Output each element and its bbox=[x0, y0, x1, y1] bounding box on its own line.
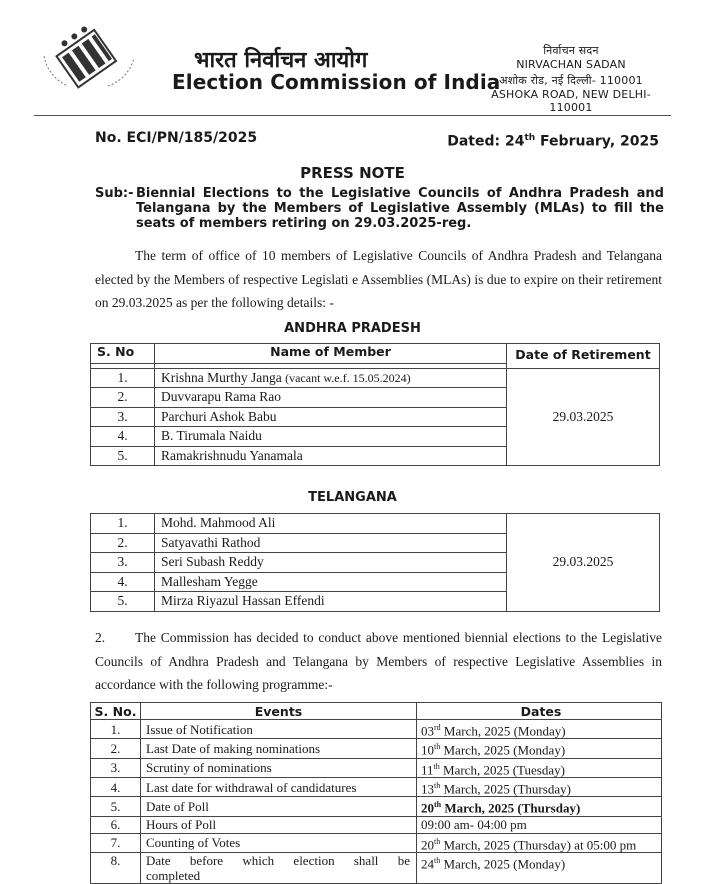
member-name: Duvvarapu Rama Rao bbox=[155, 388, 507, 408]
date-prefix: Dated: 24 bbox=[447, 133, 525, 150]
table-row bbox=[91, 739, 662, 758]
col-date: Date of Retirement bbox=[507, 344, 660, 369]
event-name: Scrutiny of nominations bbox=[141, 758, 417, 777]
subject-text: Biennial Elections to the Legislative Councils of Andhra Pradesh and Telangana by the Members of Legislative Assembly (MLAs) to fill the seats of members retiring on 29.03.2025-reg. bbox=[136, 186, 664, 231]
event-date bbox=[417, 797, 662, 816]
member-name: Seri Subash Reddy bbox=[155, 553, 507, 573]
date-sup: th bbox=[434, 855, 441, 865]
page-title: PRESS NOTE bbox=[300, 164, 405, 182]
date-sup: rd bbox=[434, 723, 441, 732]
col-dates: Dates bbox=[417, 703, 662, 720]
section-heading-telangana: TELANGANA bbox=[308, 490, 397, 505]
english-title: Election Commission of India bbox=[172, 70, 501, 94]
date-suffix-sup: th bbox=[524, 133, 536, 143]
address-line-4: ASHOKA ROAD, NEW DELHI-110001 bbox=[491, 88, 651, 114]
event-name: Hours of Poll bbox=[141, 816, 417, 833]
table-row bbox=[91, 368, 660, 388]
table-row bbox=[91, 758, 662, 777]
date-day: 03 bbox=[421, 723, 434, 739]
event-name: Last date for withdrawal of candidatures bbox=[141, 777, 417, 796]
member-name: Mallesham Yegge bbox=[155, 572, 507, 592]
row-sno: 1. bbox=[91, 368, 155, 388]
header-divider bbox=[34, 115, 671, 116]
date-day: 11 bbox=[421, 761, 434, 777]
date-month-year: February, 2025 bbox=[535, 133, 659, 150]
row-sno: 1. bbox=[91, 514, 155, 534]
table-row bbox=[91, 777, 662, 796]
row-sno: 7. bbox=[91, 833, 141, 852]
member-name: B. Tirumala Naidu bbox=[155, 427, 507, 447]
table-row bbox=[91, 852, 662, 883]
date-rest: March, 2025 (Thursday) bbox=[441, 800, 581, 816]
table-row bbox=[91, 514, 660, 534]
row-sno: 1. bbox=[91, 720, 141, 739]
reference-number: No. ECI/PN/185/2025 bbox=[95, 130, 258, 146]
date-rest: March, 2025 (Monday) bbox=[440, 742, 566, 758]
date-rest: March, 2025 (Monday) bbox=[440, 856, 566, 872]
row-sno: 4. bbox=[91, 777, 141, 796]
date-day: 13 bbox=[421, 781, 434, 797]
programme-table bbox=[90, 702, 662, 884]
date-sup: th bbox=[434, 836, 441, 846]
row-sno: 5. bbox=[91, 592, 155, 612]
event-date bbox=[417, 833, 662, 852]
col-name: Name of Member bbox=[155, 344, 507, 364]
paragraph-1: The term of office of 10 members of Legislative Councils of Andhra Pradesh and Telangana elected by the Members of respective Legislati e Assemblies (MLAs) is due to expire on their retirement on 29.03.2025 as per the following details: - bbox=[95, 248, 662, 310]
event-date bbox=[417, 852, 662, 883]
row-sno: 2. bbox=[91, 533, 155, 553]
event-date bbox=[417, 816, 662, 833]
date-sup: th bbox=[434, 800, 442, 810]
event-line-1: Date before which election shall be bbox=[146, 852, 410, 868]
row-sno: 4. bbox=[91, 427, 155, 447]
date-day: 09:00 am- 04:00 pm bbox=[421, 817, 527, 833]
event-name: Date of Poll bbox=[141, 797, 417, 816]
member-name: Krishna Murthy Janga bbox=[161, 369, 282, 385]
row-sno: 3. bbox=[91, 407, 155, 427]
table-row bbox=[91, 720, 662, 739]
event-date bbox=[417, 777, 662, 796]
row-name bbox=[155, 368, 507, 388]
event-name: Issue of Notification bbox=[141, 720, 417, 739]
date-rest: March, 2025 (Thursday) at 05:00 pm bbox=[440, 836, 637, 852]
table-header-row bbox=[91, 344, 660, 364]
row-sno: 2. bbox=[91, 739, 141, 758]
address-line-3: अशोक रोड, नई दिल्ली- 110001 bbox=[499, 74, 643, 87]
row-sno: 8. bbox=[91, 852, 141, 883]
date-day: 20 bbox=[421, 800, 434, 816]
table-row bbox=[91, 816, 662, 833]
date-rest: March, 2025 (Monday) bbox=[440, 723, 566, 739]
address-line-2: NIRVACHAN SADAN bbox=[516, 58, 626, 71]
address-line-1: निर्वाचन सदन bbox=[543, 44, 599, 57]
paragraph-2 bbox=[95, 626, 662, 697]
retirement-date: 29.03.2025 bbox=[507, 514, 660, 612]
date-day: 24 bbox=[421, 856, 434, 872]
date-rest: March, 2025 (Tuesday) bbox=[439, 761, 565, 777]
member-note: (vacant w.e.f. 15.05.2024) bbox=[285, 370, 411, 385]
event-date bbox=[417, 720, 662, 739]
member-name: Mohd. Mahmood Ali bbox=[155, 514, 507, 534]
member-name: Ramakrishnudu Yanamala bbox=[155, 446, 507, 466]
event-date bbox=[417, 739, 662, 758]
date-line bbox=[447, 133, 659, 150]
event-line-2: completed bbox=[146, 867, 201, 883]
col-sno: S. No. bbox=[91, 703, 141, 720]
row-sno: 2. bbox=[91, 388, 155, 408]
retirement-date: 29.03.2025 bbox=[507, 368, 660, 466]
member-name: Mirza Riyazul Hassan Effendi bbox=[155, 592, 507, 612]
subject-label: Sub:- bbox=[95, 186, 134, 201]
paragraph-number: 2. bbox=[95, 630, 106, 645]
section-heading-andhra: ANDHRA PRADESH bbox=[284, 321, 421, 336]
event-date bbox=[417, 758, 662, 777]
row-sno: 4. bbox=[91, 572, 155, 592]
table-row bbox=[91, 833, 662, 852]
eci-logo-icon bbox=[38, 26, 138, 90]
row-sno: 5. bbox=[91, 797, 141, 816]
table-header-row bbox=[91, 703, 662, 720]
row-sno: 5. bbox=[91, 446, 155, 466]
event-name: Counting of Votes bbox=[141, 833, 417, 852]
row-sno: 3. bbox=[91, 553, 155, 573]
event-name: Last Date of making nominations bbox=[141, 739, 417, 758]
date-sup: th bbox=[433, 761, 440, 771]
member-name: Parchuri Ashok Babu bbox=[155, 407, 507, 427]
date-sup: th bbox=[434, 780, 441, 790]
telangana-members-table bbox=[90, 513, 660, 612]
date-sup: th bbox=[434, 742, 441, 752]
col-sno: S. No bbox=[91, 344, 155, 364]
col-events: Events bbox=[141, 703, 417, 720]
table-row bbox=[91, 797, 662, 816]
event-name bbox=[141, 852, 417, 883]
row-sno: 6. bbox=[91, 816, 141, 833]
paragraph-2-text: The Commission has decided to conduct above mentioned biennial elections to the Legislative Councils of Andhra Pradesh and Telangana by Members of respective Legislative Assemblies in accordance with the following programme:- bbox=[95, 630, 662, 692]
date-rest: March, 2025 (Thursday) bbox=[440, 781, 571, 797]
hindi-title: भारत निर्वाचन आयोग bbox=[194, 48, 368, 73]
row-sno: 3. bbox=[91, 758, 141, 777]
date-day: 10 bbox=[421, 742, 434, 758]
andhra-members-table bbox=[90, 343, 660, 466]
date-day: 20 bbox=[421, 836, 434, 852]
member-name: Satyavathi Rathod bbox=[155, 533, 507, 553]
